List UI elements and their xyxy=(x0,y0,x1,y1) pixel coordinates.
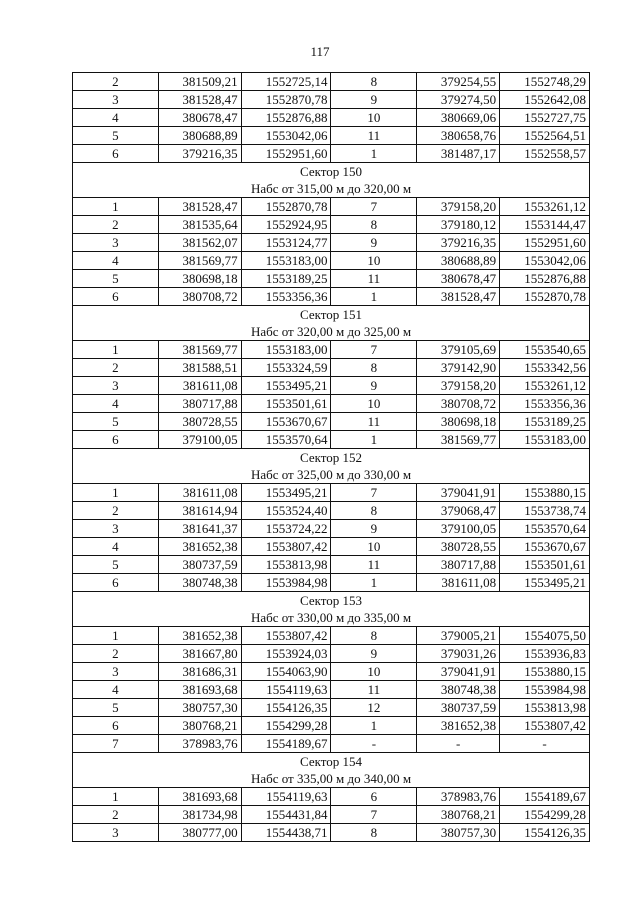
point-number: 3 xyxy=(73,663,159,681)
point-number: 10 xyxy=(331,252,417,270)
x-coordinate: 380678,47 xyxy=(158,109,241,127)
sector-title-row xyxy=(73,306,590,324)
table-row xyxy=(73,252,590,270)
y-coordinate: 1552558,57 xyxy=(500,145,590,163)
x-coordinate: 381686,31 xyxy=(158,663,241,681)
table-row xyxy=(73,735,590,753)
y-coordinate: 1553261,12 xyxy=(500,198,590,216)
sector-title: Сектор 151 xyxy=(73,306,590,324)
x-coordinate: 380698,18 xyxy=(158,270,241,288)
y-coordinate: 1552870,78 xyxy=(241,91,331,109)
sector-title: Сектор 150 xyxy=(73,163,590,181)
table-row xyxy=(73,91,590,109)
x-coordinate: 379142,90 xyxy=(417,359,500,377)
point-number: 4 xyxy=(73,538,159,556)
x-coordinate: 379041,91 xyxy=(417,663,500,681)
x-coordinate: 380669,06 xyxy=(417,109,500,127)
y-coordinate: - xyxy=(500,735,590,753)
point-number: 9 xyxy=(331,520,417,538)
coordinates-table-body xyxy=(73,73,590,842)
point-number: 8 xyxy=(331,359,417,377)
point-number: 3 xyxy=(73,520,159,538)
point-number: 2 xyxy=(73,806,159,824)
x-coordinate: 381569,77 xyxy=(158,341,241,359)
table-row xyxy=(73,574,590,592)
point-number: 6 xyxy=(73,288,159,306)
point-number: 8 xyxy=(331,824,417,842)
x-coordinate: 380748,38 xyxy=(417,681,500,699)
x-coordinate: 379005,21 xyxy=(417,627,500,645)
x-coordinate: 380658,76 xyxy=(417,127,500,145)
x-coordinate: 380717,88 xyxy=(158,395,241,413)
y-coordinate: 1553924,03 xyxy=(241,645,331,663)
sector-title-row xyxy=(73,449,590,467)
y-coordinate: 1553501,61 xyxy=(241,395,331,413)
y-coordinate: 1553724,22 xyxy=(241,520,331,538)
y-coordinate: 1554119,63 xyxy=(241,788,331,806)
point-number: 1 xyxy=(73,341,159,359)
x-coordinate: 381562,07 xyxy=(158,234,241,252)
y-coordinate: 1554119,63 xyxy=(241,681,331,699)
point-number: 5 xyxy=(73,270,159,288)
x-coordinate: 381667,80 xyxy=(158,645,241,663)
height-range: Набс от 320,00 м до 325,00 м xyxy=(73,323,590,341)
point-number: 10 xyxy=(331,109,417,127)
y-coordinate: 1553144,47 xyxy=(500,216,590,234)
coordinates-table xyxy=(72,72,590,842)
point-number: 11 xyxy=(331,270,417,288)
x-coordinate: 380708,72 xyxy=(158,288,241,306)
x-coordinate: 379274,50 xyxy=(417,91,500,109)
x-coordinate: 380768,21 xyxy=(158,717,241,735)
height-range-row xyxy=(73,770,590,788)
height-range: Набс от 330,00 м до 335,00 м xyxy=(73,609,590,627)
table-row xyxy=(73,663,590,681)
point-number: 7 xyxy=(331,484,417,502)
point-number: 9 xyxy=(331,234,417,252)
x-coordinate: 378983,76 xyxy=(158,735,241,753)
x-coordinate: 380678,47 xyxy=(417,270,500,288)
sector-title: Сектор 154 xyxy=(73,753,590,771)
point-number: 11 xyxy=(331,556,417,574)
x-coordinate: 379100,05 xyxy=(158,431,241,449)
x-coordinate: 379100,05 xyxy=(417,520,500,538)
table-row xyxy=(73,234,590,252)
x-coordinate: 381509,21 xyxy=(158,73,241,91)
y-coordinate: 1553807,42 xyxy=(500,717,590,735)
y-coordinate: 1553183,00 xyxy=(500,431,590,449)
y-coordinate: 1553495,21 xyxy=(241,377,331,395)
point-number: 3 xyxy=(73,91,159,109)
table-row xyxy=(73,556,590,574)
y-coordinate: 1553540,65 xyxy=(500,341,590,359)
point-number: 11 xyxy=(331,127,417,145)
point-number: 6 xyxy=(73,431,159,449)
x-coordinate: 381528,47 xyxy=(158,198,241,216)
y-coordinate: 1553807,42 xyxy=(241,627,331,645)
y-coordinate: 1553342,56 xyxy=(500,359,590,377)
point-number: 2 xyxy=(73,359,159,377)
table-row xyxy=(73,288,590,306)
y-coordinate: 1553813,98 xyxy=(241,556,331,574)
point-number: 11 xyxy=(331,413,417,431)
y-coordinate: 1553570,64 xyxy=(241,431,331,449)
x-coordinate: 381535,64 xyxy=(158,216,241,234)
x-coordinate: 379254,55 xyxy=(417,73,500,91)
height-range-row xyxy=(73,323,590,341)
table-row xyxy=(73,216,590,234)
x-coordinate: 380698,18 xyxy=(417,413,500,431)
y-coordinate: 1552876,88 xyxy=(500,270,590,288)
x-coordinate: 381614,94 xyxy=(158,502,241,520)
x-coordinate: 381588,51 xyxy=(158,359,241,377)
y-coordinate: 1553501,61 xyxy=(500,556,590,574)
point-number: 8 xyxy=(331,502,417,520)
x-coordinate: 381652,38 xyxy=(158,627,241,645)
table-row xyxy=(73,413,590,431)
sector-title: Сектор 153 xyxy=(73,592,590,610)
y-coordinate: 1552951,60 xyxy=(500,234,590,252)
point-number: 4 xyxy=(73,109,159,127)
x-coordinate: 380748,38 xyxy=(158,574,241,592)
y-coordinate: 1553813,98 xyxy=(500,699,590,717)
point-number: 1 xyxy=(331,431,417,449)
y-coordinate: 1553495,21 xyxy=(500,574,590,592)
y-coordinate: 1554075,50 xyxy=(500,627,590,645)
x-coordinate: 379158,20 xyxy=(417,377,500,395)
x-coordinate: 381734,98 xyxy=(158,806,241,824)
x-coordinate: 380708,72 xyxy=(417,395,500,413)
x-coordinate: 381569,77 xyxy=(417,431,500,449)
y-coordinate: 1553124,77 xyxy=(241,234,331,252)
x-coordinate: 381693,68 xyxy=(158,788,241,806)
point-number: 2 xyxy=(73,73,159,91)
height-range: Набс от 335,00 м до 340,00 м xyxy=(73,770,590,788)
point-number: 4 xyxy=(73,681,159,699)
y-coordinate: 1553984,98 xyxy=(500,681,590,699)
point-number: 1 xyxy=(73,627,159,645)
x-coordinate: - xyxy=(417,735,500,753)
y-coordinate: 1552924,95 xyxy=(241,216,331,234)
point-number: 2 xyxy=(73,645,159,663)
y-coordinate: 1554189,67 xyxy=(241,735,331,753)
y-coordinate: 1553524,40 xyxy=(241,502,331,520)
x-coordinate: 381652,38 xyxy=(158,538,241,556)
x-coordinate: 379105,69 xyxy=(417,341,500,359)
table-row xyxy=(73,341,590,359)
y-coordinate: 1553324,59 xyxy=(241,359,331,377)
point-number: 1 xyxy=(73,484,159,502)
x-coordinate: 380757,30 xyxy=(417,824,500,842)
sector-title-row xyxy=(73,753,590,771)
table-row xyxy=(73,717,590,735)
point-number: 6 xyxy=(331,788,417,806)
y-coordinate: 1553042,06 xyxy=(241,127,331,145)
point-number: 2 xyxy=(73,502,159,520)
y-coordinate: 1554126,35 xyxy=(500,824,590,842)
x-coordinate: 380717,88 xyxy=(417,556,500,574)
y-coordinate: 1553356,36 xyxy=(241,288,331,306)
table-row xyxy=(73,395,590,413)
y-coordinate: 1553183,00 xyxy=(241,341,331,359)
point-number: 11 xyxy=(331,681,417,699)
sector-title: Сектор 152 xyxy=(73,449,590,467)
table-row xyxy=(73,699,590,717)
sector-title-row xyxy=(73,592,590,610)
x-coordinate: 380728,55 xyxy=(158,413,241,431)
table-row xyxy=(73,198,590,216)
point-number: - xyxy=(331,735,417,753)
point-number: 3 xyxy=(73,377,159,395)
point-number: 1 xyxy=(331,288,417,306)
y-coordinate: 1552876,88 xyxy=(241,109,331,127)
y-coordinate: 1553495,21 xyxy=(241,484,331,502)
x-coordinate: 381487,17 xyxy=(417,145,500,163)
y-coordinate: 1552642,08 xyxy=(500,91,590,109)
x-coordinate: 381693,68 xyxy=(158,681,241,699)
table-row xyxy=(73,681,590,699)
table-row xyxy=(73,270,590,288)
y-coordinate: 1553880,15 xyxy=(500,484,590,502)
y-coordinate: 1553042,06 xyxy=(500,252,590,270)
point-number: 9 xyxy=(331,91,417,109)
height-range-row xyxy=(73,609,590,627)
x-coordinate: 380728,55 xyxy=(417,538,500,556)
point-number: 1 xyxy=(331,574,417,592)
y-coordinate: 1554299,28 xyxy=(500,806,590,824)
point-number: 9 xyxy=(331,377,417,395)
point-number: 7 xyxy=(331,806,417,824)
table-row xyxy=(73,73,590,91)
point-number: 5 xyxy=(73,556,159,574)
point-number: 10 xyxy=(331,663,417,681)
point-number: 6 xyxy=(73,717,159,735)
sector-title-row xyxy=(73,163,590,181)
x-coordinate: 381641,37 xyxy=(158,520,241,538)
x-coordinate: 381611,08 xyxy=(158,377,241,395)
x-coordinate: 379031,26 xyxy=(417,645,500,663)
point-number: 1 xyxy=(331,145,417,163)
x-coordinate: 379216,35 xyxy=(417,234,500,252)
y-coordinate: 1553183,00 xyxy=(241,252,331,270)
point-number: 1 xyxy=(331,717,417,735)
y-coordinate: 1553670,67 xyxy=(500,538,590,556)
y-coordinate: 1553807,42 xyxy=(241,538,331,556)
table-row xyxy=(73,359,590,377)
y-coordinate: 1553189,25 xyxy=(241,270,331,288)
x-coordinate: 380688,89 xyxy=(158,127,241,145)
x-coordinate: 380737,59 xyxy=(158,556,241,574)
y-coordinate: 1552725,14 xyxy=(241,73,331,91)
table-row xyxy=(73,806,590,824)
x-coordinate: 379158,20 xyxy=(417,198,500,216)
x-coordinate: 379180,12 xyxy=(417,216,500,234)
y-coordinate: 1553356,36 xyxy=(500,395,590,413)
y-coordinate: 1552748,29 xyxy=(500,73,590,91)
x-coordinate: 381652,38 xyxy=(417,717,500,735)
point-number: 7 xyxy=(331,341,417,359)
point-number: 1 xyxy=(73,198,159,216)
table-row xyxy=(73,645,590,663)
x-coordinate: 381611,08 xyxy=(158,484,241,502)
x-coordinate: 380757,30 xyxy=(158,699,241,717)
point-number: 3 xyxy=(73,824,159,842)
point-number: 10 xyxy=(331,395,417,413)
point-number: 4 xyxy=(73,395,159,413)
x-coordinate: 380768,21 xyxy=(417,806,500,824)
table-row xyxy=(73,627,590,645)
x-coordinate: 380777,00 xyxy=(158,824,241,842)
y-coordinate: 1554063,90 xyxy=(241,663,331,681)
table-row xyxy=(73,145,590,163)
x-coordinate: 379041,91 xyxy=(417,484,500,502)
y-coordinate: 1552870,78 xyxy=(500,288,590,306)
point-number: 7 xyxy=(73,735,159,753)
y-coordinate: 1553984,98 xyxy=(241,574,331,592)
table-row xyxy=(73,109,590,127)
y-coordinate: 1554438,71 xyxy=(241,824,331,842)
point-number: 6 xyxy=(73,574,159,592)
x-coordinate: 380688,89 xyxy=(417,252,500,270)
x-coordinate: 380737,59 xyxy=(417,699,500,717)
point-number: 12 xyxy=(331,699,417,717)
table-row xyxy=(73,824,590,842)
y-coordinate: 1553261,12 xyxy=(500,377,590,395)
x-coordinate: 379216,35 xyxy=(158,145,241,163)
y-coordinate: 1553189,25 xyxy=(500,413,590,431)
x-coordinate: 381528,47 xyxy=(158,91,241,109)
table-row xyxy=(73,377,590,395)
y-coordinate: 1554189,67 xyxy=(500,788,590,806)
y-coordinate: 1553738,74 xyxy=(500,502,590,520)
table-row xyxy=(73,520,590,538)
y-coordinate: 1553570,64 xyxy=(500,520,590,538)
y-coordinate: 1552870,78 xyxy=(241,198,331,216)
x-coordinate: 381569,77 xyxy=(158,252,241,270)
point-number: 1 xyxy=(73,788,159,806)
y-coordinate: 1553670,67 xyxy=(241,413,331,431)
table-row xyxy=(73,127,590,145)
point-number: 9 xyxy=(331,645,417,663)
height-range: Набс от 315,00 м до 320,00 м xyxy=(73,180,590,198)
height-range-row xyxy=(73,180,590,198)
point-number: 4 xyxy=(73,252,159,270)
x-coordinate: 381611,08 xyxy=(417,574,500,592)
y-coordinate: 1554126,35 xyxy=(241,699,331,717)
point-number: 10 xyxy=(331,538,417,556)
page-number: 117 xyxy=(310,44,330,59)
y-coordinate: 1553936,83 xyxy=(500,645,590,663)
point-number: 2 xyxy=(73,216,159,234)
x-coordinate: 379068,47 xyxy=(417,502,500,520)
table-row xyxy=(73,538,590,556)
y-coordinate: 1552727,75 xyxy=(500,109,590,127)
table-row xyxy=(73,502,590,520)
point-number: 7 xyxy=(331,198,417,216)
y-coordinate: 1552951,60 xyxy=(241,145,331,163)
height-range-row xyxy=(73,466,590,484)
y-coordinate: 1552564,51 xyxy=(500,127,590,145)
point-number: 5 xyxy=(73,127,159,145)
y-coordinate: 1554299,28 xyxy=(241,717,331,735)
table-row xyxy=(73,484,590,502)
table-row xyxy=(73,788,590,806)
x-coordinate: 381528,47 xyxy=(417,288,500,306)
x-coordinate: 378983,76 xyxy=(417,788,500,806)
point-number: 5 xyxy=(73,413,159,431)
point-number: 6 xyxy=(73,145,159,163)
point-number: 8 xyxy=(331,73,417,91)
point-number: 3 xyxy=(73,234,159,252)
point-number: 8 xyxy=(331,627,417,645)
table-row xyxy=(73,431,590,449)
height-range: Набс от 325,00 м до 330,00 м xyxy=(73,466,590,484)
point-number: 8 xyxy=(331,216,417,234)
point-number: 5 xyxy=(73,699,159,717)
y-coordinate: 1553880,15 xyxy=(500,663,590,681)
y-coordinate: 1554431,84 xyxy=(241,806,331,824)
